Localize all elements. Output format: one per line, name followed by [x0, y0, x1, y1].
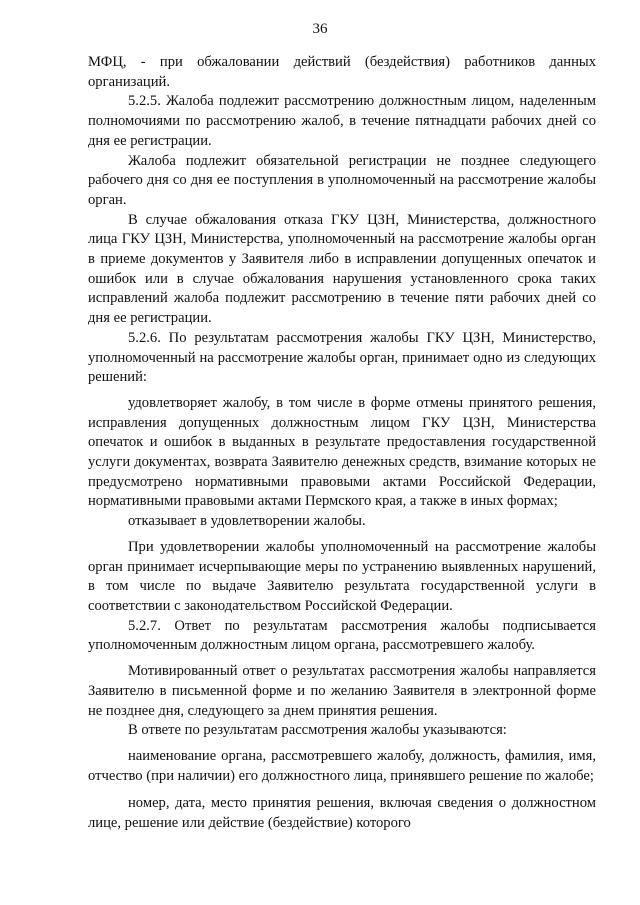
paragraph-continuation-mfc: МФЦ, - при обжаловании действий (бездействия) работников данных организаций.: [88, 54, 596, 90]
paragraph-answer-contents: В ответе по результатам рассмотрения жалобы указываются:: [128, 722, 507, 739]
paragraph-remedy-measures: При удовлетворении жалобы уполномоченный на рассмотрение жалобы орган принимает исчерпывающие меры по устранению выявленных нарушений, в том числе по выдаче Заявителю результата государственной услуги в соответствии с законодательством Российской Федерации.: [88, 538, 596, 614]
paragraph-registration: Жалоба подлежит обязательной регистрации не позднее следующего рабочего дня со дня ее поступления в уполномоченный на рассмотрение жалобы орган.: [88, 152, 596, 208]
paragraph-reasoned-answer: Мотивированный ответ о результатах рассмотрения жалобы направляется Заявителю в письменной форме и по желанию Заявителя в электронной форме не позднее дня, следующего за днем принятия решения.: [88, 663, 596, 719]
paragraph-5-2-5: 5.2.5. Жалоба подлежит рассмотрению должностным лицом, наделенным полномочиями по рассмотрению жалоб, в течение пятнадцати рабочих дней со дня ее регистрации.: [88, 93, 596, 149]
document-body: [88, 53, 596, 834]
page-number: 36: [312, 21, 328, 37]
paragraph-refusal-appeal: В случае обжалования отказа ГКУ ЦЗН, Министерства, должностного лица ГКУ ЦЗН, Министерства, уполномоченный на рассмотрение жалобы орган в приеме документов у Заявителя либо в исправлении допущенных опечаток и ошибок или в случае обжалования нарушения установленного срока таких исправлений жалоба подлежит рассмотрению в течение пяти рабочих дней со дня ее регистрации.: [88, 211, 596, 327]
paragraph-decision-satisfy: удовлетворяет жалобу, в том числе в форме отмены принятого решения, исправления допущенных должностным лицом ГКУ ЦЗН, Министерства опечаток и ошибок в выданных в результате предоставления государственной услуги документах, возврата Заявителю денежных средств, взимание которых не предусмотрено нормативными правовыми актами Российской Федерации, нормативными правовыми актами Пермского края, а также в иных формах;: [88, 394, 596, 510]
paragraph-organ-name: наименование органа, рассмотревшего жалобу, должность, фамилия, имя, отчество (при наличии) его должностного лица, принявшего решение по жалобе;: [88, 747, 596, 784]
paragraph-5-2-6: 5.2.6. По результатам рассмотрения жалобы ГКУ ЦЗН, Министерство, уполномоченный на рассмотрение жалобы орган, принимает одно из следующих решений:: [88, 329, 596, 386]
paragraph-decision-number: номер, дата, место принятия решения, включая сведения о должностном лице, решение или действие (бездействие) которого: [88, 795, 596, 832]
paragraph-5-2-7: 5.2.7. Ответ по результатам рассмотрения жалобы подписывается уполномоченным должностным лицом органа, рассмотревшего жалобу.: [88, 617, 596, 654]
paragraph-decision-refuse: отказывает в удовлетворении жалобы.: [128, 513, 366, 530]
